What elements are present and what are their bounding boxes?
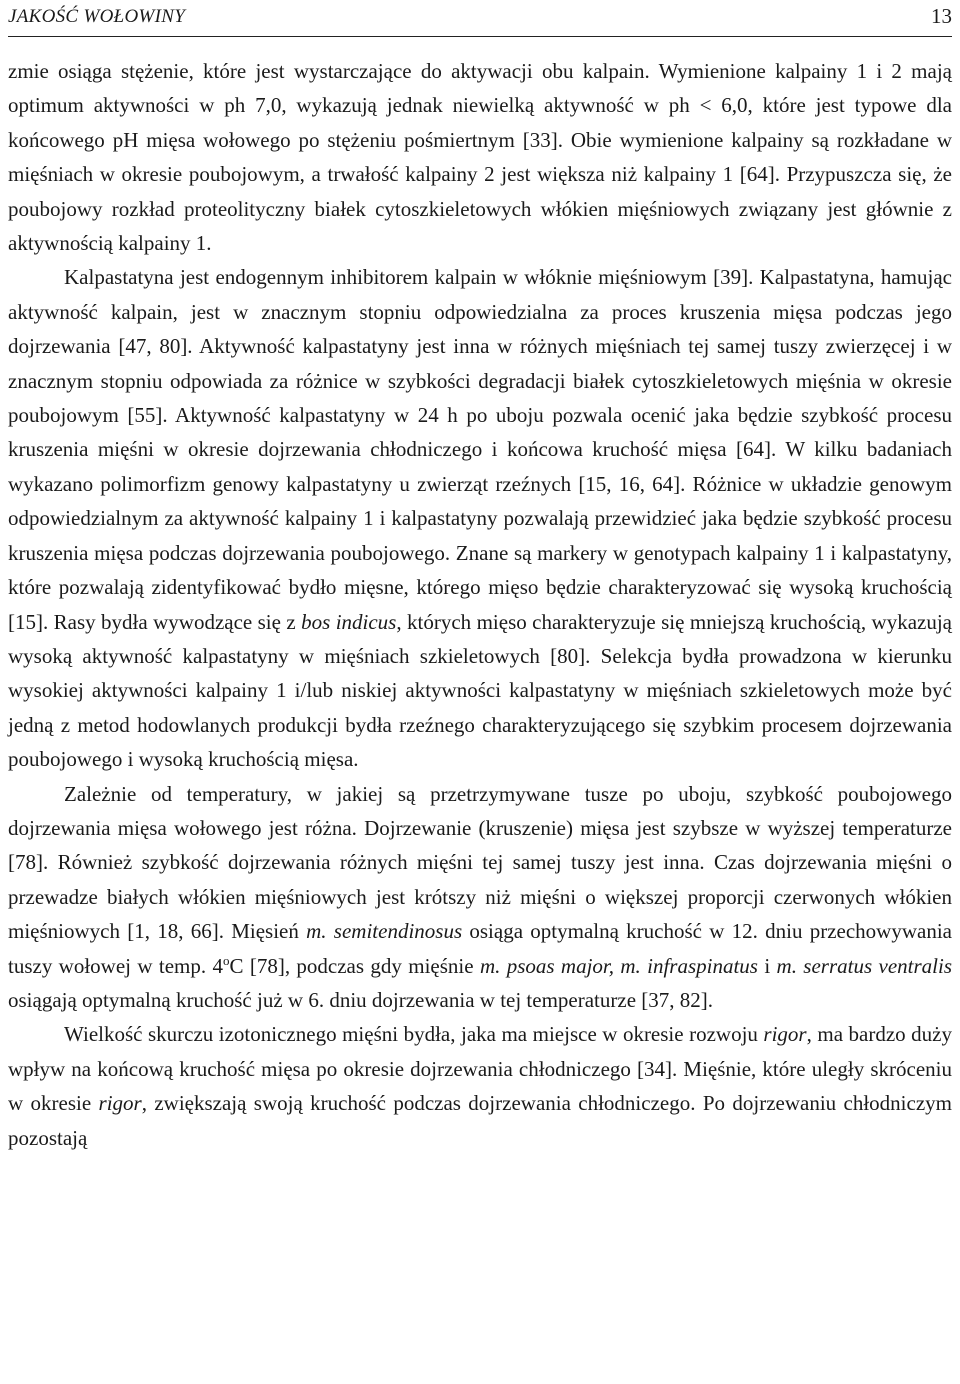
text-run: Wielkość skurczu izotonicznego mięśni bydła, jaka ma miejsce w okresie rozwoju (64, 1022, 764, 1047)
text-run: , których mięso charakteryzuje się mniejszą kruchością, wykazują wysoką aktywność kalpastatyny w mięśniach szkieletowych [80]. Selekcja bydła prowadzona w kierunku wysokiej aktywności kalpainy 1 i/lub niskiej aktywności kalpastatyny w mięśniach szkieletowych może być jedną z metod hodowlanych produkcji bydła rzeźnego charakteryzującego się szybkim procesem dojrzewania poubojowego i wysoką kruchością mięsa. (8, 609, 952, 772)
text-run: osiąga optymalną kruchość w 12. dniu przechowywania tuszy wołowej w temp. 4 (8, 919, 952, 978)
italic-text: m. semitendinosus (306, 919, 463, 944)
paragraph (8, 54, 952, 260)
italic-text: rigor (763, 1022, 807, 1047)
paragraph (8, 260, 952, 776)
italic-text: m. serratus ventralis (776, 953, 952, 978)
superscript-text: o (222, 952, 230, 968)
text-run: Kalpastatyna jest endogennym inhibitorem kalpain w włóknie mięśniowym [39]. Kalpastatyna, hamując aktywność kalpain, jest w znacznym stopniu odpowiedzialna za proces kruszenia mięsa podczas jego dojrzewania [47, 80]. Aktywność kalpastatyny jest inna w różnych mięśniach tej samej tuszy zwierzęcej i w znacznym stopniu odpowiada za różnice w szybkości degradacji białek cytoszkieletowych mięśnia w okresie poubojowym [55]. Aktywność kalpastatyny w 24 h po uboju pozwala ocenić jaka będzie szybkość procesu kruszenia mięśni w okresie dojrzewania chłodniczego i końcowa kruchość mięsa [64]. W kilku badaniach wykazano polimorfizm genowy kalpastatyny u zwierząt rzeźnych [15, 16, 64]. Różnice w układzie genowym odpowiedzialnym za aktywność kalpainy 1 i kalpastatyny pozwalają przewidzieć jaka będzie szybkość procesu kruszenia mięsa podczas dojrzewania poubojowego. Znane są markery w genotypach kalpainy 1 i kalpastatyny, które pozwalają zidentyfikować bydło mięsne, którego mięso będzie charakteryzować się wysoką kruchością [15]. Rasy bydła wywodzące się z (8, 265, 952, 634)
page-number: 13 (931, 4, 952, 28)
paragraph (8, 1017, 952, 1155)
body-text (8, 54, 952, 1155)
running-title: JAKOŚĆ WOŁOWINY (8, 6, 186, 27)
italic-text: rigor (98, 1091, 142, 1116)
text-run: osiągają optymalną kruchość już w 6. dniu dojrzewania w tej temperaturze [37, 82]. (8, 987, 714, 1012)
italic-text: bos indicus (301, 609, 397, 634)
text-run: , zwiększają swoją kruchość podczas dojrzewania chłodniczego. Po dojrzewaniu chłodniczym pozostają (8, 1091, 952, 1150)
paragraph (8, 777, 952, 1018)
text-run: , ma bardzo duży wpływ na końcową kruchość mięsa po okresie dojrzewania chłodniczego [34]. Mięśnie, które uległy skróceniu w okresie (8, 1022, 952, 1116)
text-run: zmie osiąga stężenie, które jest wystarczające do aktywacji obu kalpain. Wymienione kalpainy 1 i 2 mają optimum aktywności w ph 7,0, wykazują jednak niewielką aktywność w ph < 6,0, które jest typowe dla końcowego pH mięsa wołowego po stężeniu pośmiertnym [33]. Obie wymienione kalpainy są rozkładane w mięśniach w okresie poubojowym, a trwałość kalpainy 2 jest większa niż kalpainy 1 [64]. Przypuszcza się, że poubojowy rozkład proteolityczny białek cytoszkieletowych włókien mięśniowych związany jest głównie z aktywnością kalpainy 1. (8, 59, 952, 256)
document-page (8, 0, 952, 1155)
text-run: C [78], podczas gdy mięśnie (229, 953, 480, 978)
text-run: Zależnie od temperatury, w jakiej są przetrzymywane tusze po uboju, szybkość poubojowego dojrzewania mięsa wołowego jest różna. Dojrzewanie (kruszenie) mięsa jest szybsze w wyższej temperaturze [78]. Również szybkość dojrzewania różnych mięśni tej samej tuszy jest inna. Czas dojrzewania mięśni o przewadze białych włókien mięśniowych jest krótszy niż mięśni o większej proporcji czerwonych włókien mięśniowych [1, 18, 66]. Mięsień (8, 781, 952, 944)
page-header (8, 0, 952, 37)
text-run: i (757, 953, 777, 978)
italic-text: m. psoas major, m. infraspinatus (479, 953, 758, 978)
